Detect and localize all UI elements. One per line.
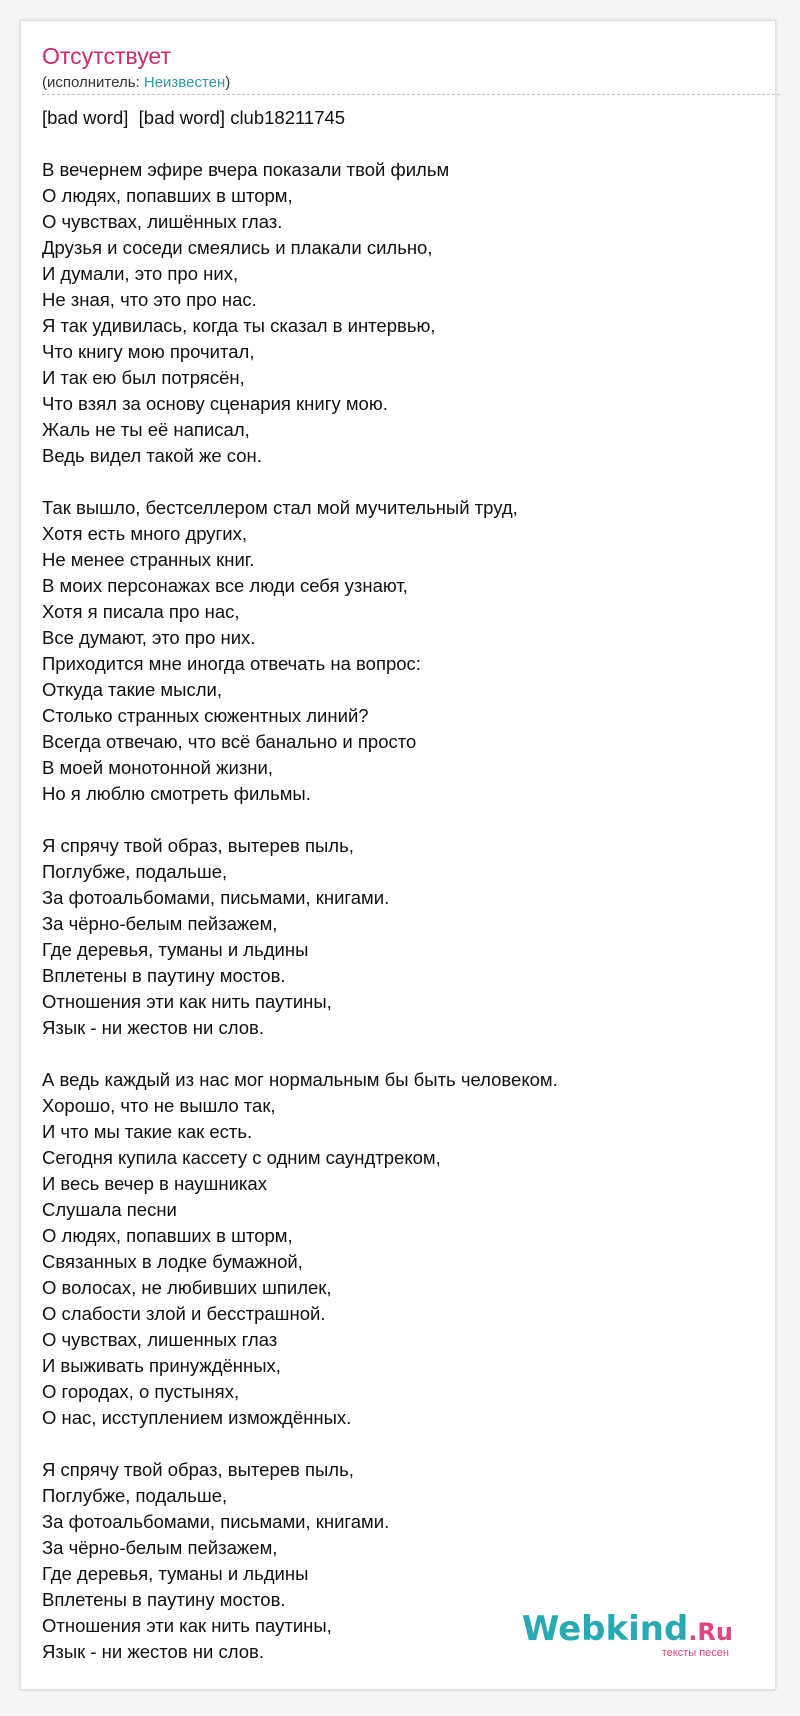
lyric-line: Приходится мне иногда отвечать на вопрос: <box>42 653 421 674</box>
lyric-line: Хотя я писала про нас, <box>42 601 240 622</box>
lyric-line: О городах, о пустынях, <box>42 1381 240 1402</box>
lyric-line: И весь вечер в наушниках <box>42 1173 267 1194</box>
lyrics-page <box>20 20 776 1690</box>
lyric-line: Вплетены в паутину мостов. <box>42 965 286 986</box>
artist-link[interactable]: Неизвестен <box>143 74 226 91</box>
lyric-line: Но я люблю смотреть фильмы. <box>42 783 311 804</box>
lyric-line: Отношения эти как нить паутины, <box>42 991 332 1012</box>
logo-domain: .Ru <box>688 1618 733 1646</box>
lyric-line: О нас, исступлением измождённых. <box>42 1407 352 1428</box>
logo-tagline: тексты песен <box>661 1647 729 1659</box>
lyric-line: Я спрячу твой образ, вытерев пыль, <box>42 835 354 856</box>
lyric-line: Поглубже, подальше, <box>42 861 228 882</box>
lyric-line: В вечернем эфире вчера показали твой фильм <box>42 159 450 180</box>
lyric-line: Хорошо, что не вышло так, <box>42 1095 276 1116</box>
lyric-line: И что мы такие как есть. <box>42 1121 253 1142</box>
lyric-line: Так вышло, бестселлером стал мой мучительный труд, <box>42 497 518 518</box>
lyric-line: Все думают, это про них. <box>42 627 256 648</box>
stanza-break <box>42 1041 762 1067</box>
lyric-line: Не зная, что это про нас. <box>42 289 257 310</box>
lyric-line: Я спрячу твой образ, вытерев пыль, <box>42 1459 354 1480</box>
lyrics-text <box>42 105 762 1665</box>
lyric-line: О волосах, не любивших шпилек, <box>42 1277 332 1298</box>
song-title: Отсутствует <box>42 43 171 69</box>
lyric-line: В моих персонажах все люди себя узнают, <box>42 575 408 596</box>
lyric-line: Сегодня купила кассету с одним саундтреком, <box>42 1147 441 1168</box>
lyric-line: За фотоальбомами, письмами, книгами. <box>42 1511 390 1532</box>
lyric-line: О чувствах, лишенных глаз <box>42 1329 278 1350</box>
lyric-line: О слабости злой и бесстрашной. <box>42 1303 326 1324</box>
lyric-line: Что книгу мою прочитал, <box>42 341 255 362</box>
lyric-line: А ведь каждый из нас мог нормальным бы быть человеком. <box>42 1069 558 1090</box>
lyric-line: Отношения эти как нить паутины, <box>42 1615 332 1636</box>
lyric-line: О людях, попавших в шторм, <box>42 185 293 206</box>
logo-name: Webkind <box>521 1609 689 1649</box>
lyric-line: Язык - ни жестов ни слов. <box>42 1017 264 1038</box>
lyric-line: Язык - ни жестов ни слов. <box>42 1641 264 1662</box>
lyric-line: Друзья и соседи смеялись и плакали сильно, <box>42 237 433 258</box>
lyric-line: Не менее странных книг. <box>42 549 255 570</box>
artist-prefix: (исполнитель: <box>42 74 144 91</box>
lyric-line: И так ею был потрясён, <box>42 367 245 388</box>
lyric-line: Всегда отвечаю, что всё банально и просто <box>42 731 417 752</box>
lyric-line: О чувствах, лишённых глаз. <box>42 211 283 232</box>
lyric-line: Жаль не ты её написал, <box>42 419 250 440</box>
stanza-break <box>42 469 762 495</box>
lyric-line: За чёрно-белым пейзажем, <box>42 1537 278 1558</box>
lyric-line: Где деревья, туманы и льдины <box>42 939 309 960</box>
lyric-line: Хотя есть много других, <box>42 523 248 544</box>
webkind-logo <box>521 1609 733 1659</box>
lyric-line: Откуда такие мысли, <box>42 679 222 700</box>
lyric-line: За фотоальбомами, письмами, книгами. <box>42 887 390 908</box>
lyric-line: Слушала песни <box>42 1199 177 1220</box>
lyric-line: И думали, это про них, <box>42 263 239 284</box>
lyric-line: Столько странных сюжентных линий? <box>42 705 369 726</box>
lyric-line: Я так удивилась, когда ты сказал в интервью, <box>42 315 436 336</box>
header-divider <box>42 94 780 95</box>
lyric-line: Вплетены в паутину мостов. <box>42 1589 286 1610</box>
stanza-break <box>42 131 762 157</box>
artist-line <box>42 74 230 91</box>
lyric-line: Поглубже, подальше, <box>42 1485 228 1506</box>
lyric-line: О людях, попавших в шторм, <box>42 1225 293 1246</box>
lyric-line: Что взял за основу сценария книгу мою. <box>42 393 388 414</box>
lyric-line: Ведь видел такой же сон. <box>42 445 262 466</box>
lyric-line: В моей монотонной жизни, <box>42 757 273 778</box>
lyric-line: Где деревья, туманы и льдины <box>42 1563 309 1584</box>
lyric-line: За чёрно-белым пейзажем, <box>42 913 278 934</box>
lyric-line: И выживать принуждённых, <box>42 1355 281 1376</box>
lyric-line: [bad word] [bad word] club18211745 <box>42 107 346 128</box>
stanza-break <box>42 1431 762 1457</box>
stanza-break <box>42 807 762 833</box>
artist-suffix: ) <box>225 74 231 91</box>
lyric-line: Связанных в лодке бумажной, <box>42 1251 303 1272</box>
